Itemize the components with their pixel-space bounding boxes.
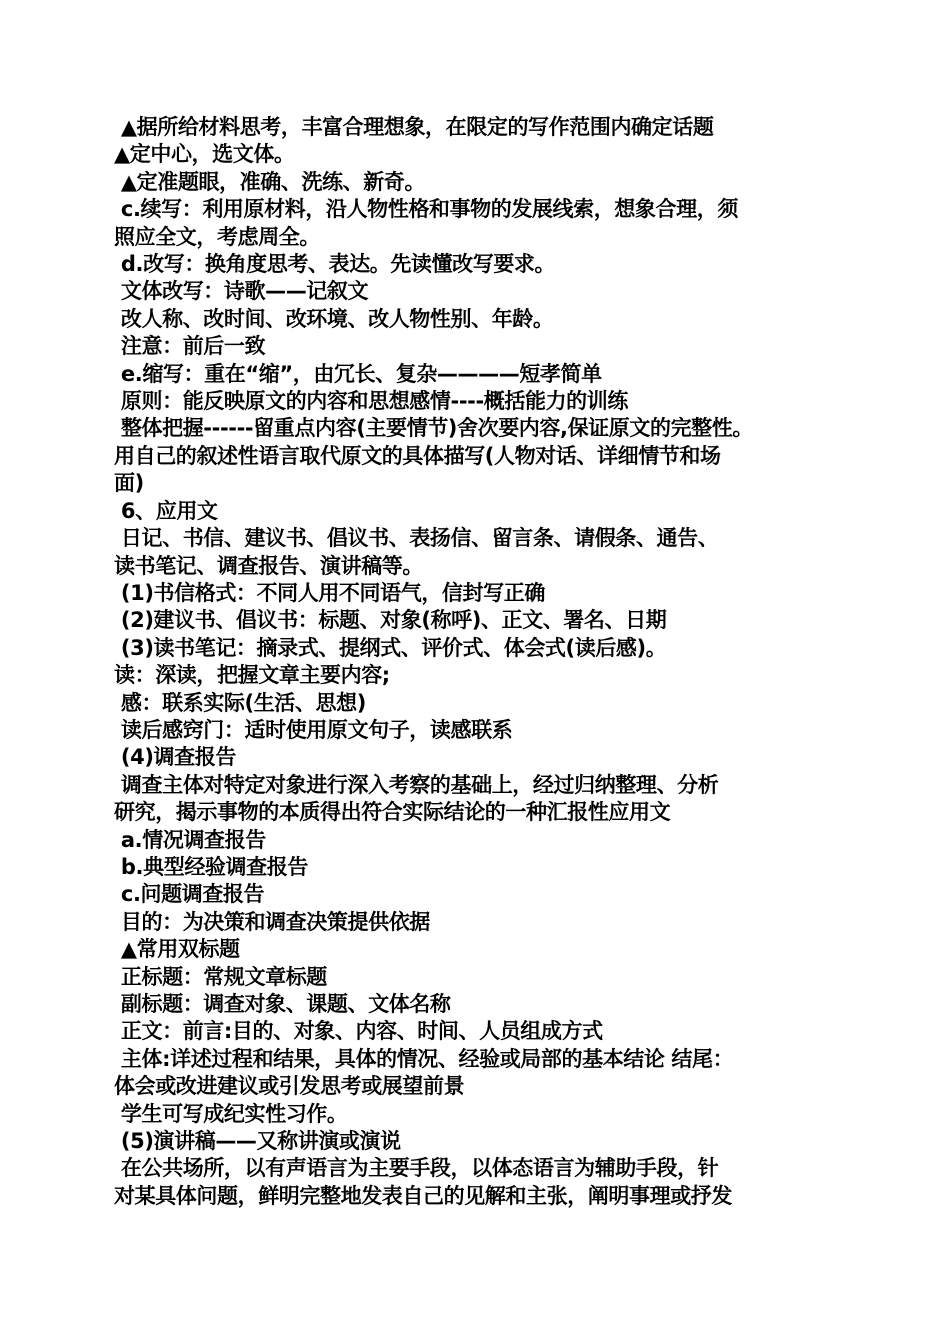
text-line: b.典型经验调查报告 (114, 854, 308, 879)
text-line: 调查主体对特定对象进行深入考察的基础上，经过归纳整理、分析 (114, 772, 719, 797)
text-line: e.缩写：重在“缩”，由冗长、复杂————短孝简单 (114, 361, 602, 386)
document-body (114, 114, 844, 1210)
text-line: 文体改写：诗歌——记叙文 (114, 279, 369, 304)
text-line: 对某具体问题，鲜明完整地发表自己的见解和主张，阐明事理或抒发 (114, 1183, 732, 1208)
text-line: ▲定中心，选文体。 (114, 142, 295, 167)
text-line: a.情况调查报告 (114, 827, 266, 852)
text-line: c.问题调查报告 (114, 882, 265, 907)
text-line: 正标题：常规文章标题 (114, 964, 327, 989)
text-line: 读书笔记、调查报告、演讲稿等。 (114, 553, 423, 578)
text-line: 原则：能反映原文的内容和思想感情----概括能力的训练 (114, 389, 628, 414)
text-line: 整体把握------留重点内容(主要情节)舍次要内容,保证原文的完整性。 (114, 416, 753, 441)
text-line: 副标题：调查对象、课题、文体名称 (114, 992, 451, 1016)
text-line: 注意：前后一致 (114, 334, 266, 359)
text-line: 改人称、改时间、改环境、改人物性别、年龄。 (114, 306, 554, 331)
subsection-heading: (4)调查报告 (114, 745, 236, 770)
text-line: (1)书信格式：不同人用不同语气，信封写正确 (114, 580, 545, 605)
text-line: 正文：前言:目的、对象、内容、时间、人员组成方式 (114, 1019, 603, 1044)
text-line: 日记、书信、建议书、倡议书、表扬信、留言条、请假条、通告、 (114, 526, 719, 551)
text-line: 读：深读，把握文章主要内容; (114, 663, 390, 688)
text-line: ▲据所给材料思考，丰富合理想象，在限定的写作范围内确定话题 (114, 115, 714, 139)
subsection-heading: (5)演讲稿——又称讲演或演说 (114, 1129, 401, 1154)
text-line: 体会或改进建议或引发思考或展望前景 (114, 1074, 465, 1099)
text-line: (2)建议书、倡议书：标题、对象(称呼)、正文、署名、日期 (114, 608, 667, 633)
text-line: 照应全文，考虑周全。 (114, 224, 320, 249)
text-line: c.续写：利用原材料，沿人物性格和事物的发展线索，想象合理，须 (114, 197, 738, 222)
text-line: d.改写：换角度思考、表达。先读懂改写要求。 (114, 252, 556, 277)
text-line: 学生可写成纪实性习作。 (114, 1101, 348, 1126)
text-line: 主体:详述过程和结果，具体的情况、经验或局部的基本结论 结尾： (114, 1046, 734, 1071)
text-line: 在公共场所，以有声语言为主要手段，以体态语言为辅助手段，针 (114, 1156, 719, 1181)
text-line: 目的：为决策和调查决策提供依据 (114, 909, 430, 934)
text-line: 读后感窍门：适时使用原文句子，读感联系 (114, 717, 513, 742)
text-line: 研究，揭示事物的本质得出符合实际结论的一种汇报性应用文 (114, 800, 671, 825)
text-line: (3)读书笔记：摘录式、提纲式、评价式、体会式(读后感)。 (114, 635, 667, 660)
text-line: 感：联系实际(生活、思想) (114, 690, 366, 715)
text-line: 面) (114, 471, 144, 496)
section-heading: 6、应用文 (114, 498, 218, 523)
text-line: ▲常用双标题 (114, 937, 240, 962)
text-line: 用自己的叙述性语言取代原文的具体描写(人物对话、详细情节和场 (114, 443, 721, 468)
text-line: ▲定准题眼，准确、洗练、新奇。 (114, 169, 426, 194)
